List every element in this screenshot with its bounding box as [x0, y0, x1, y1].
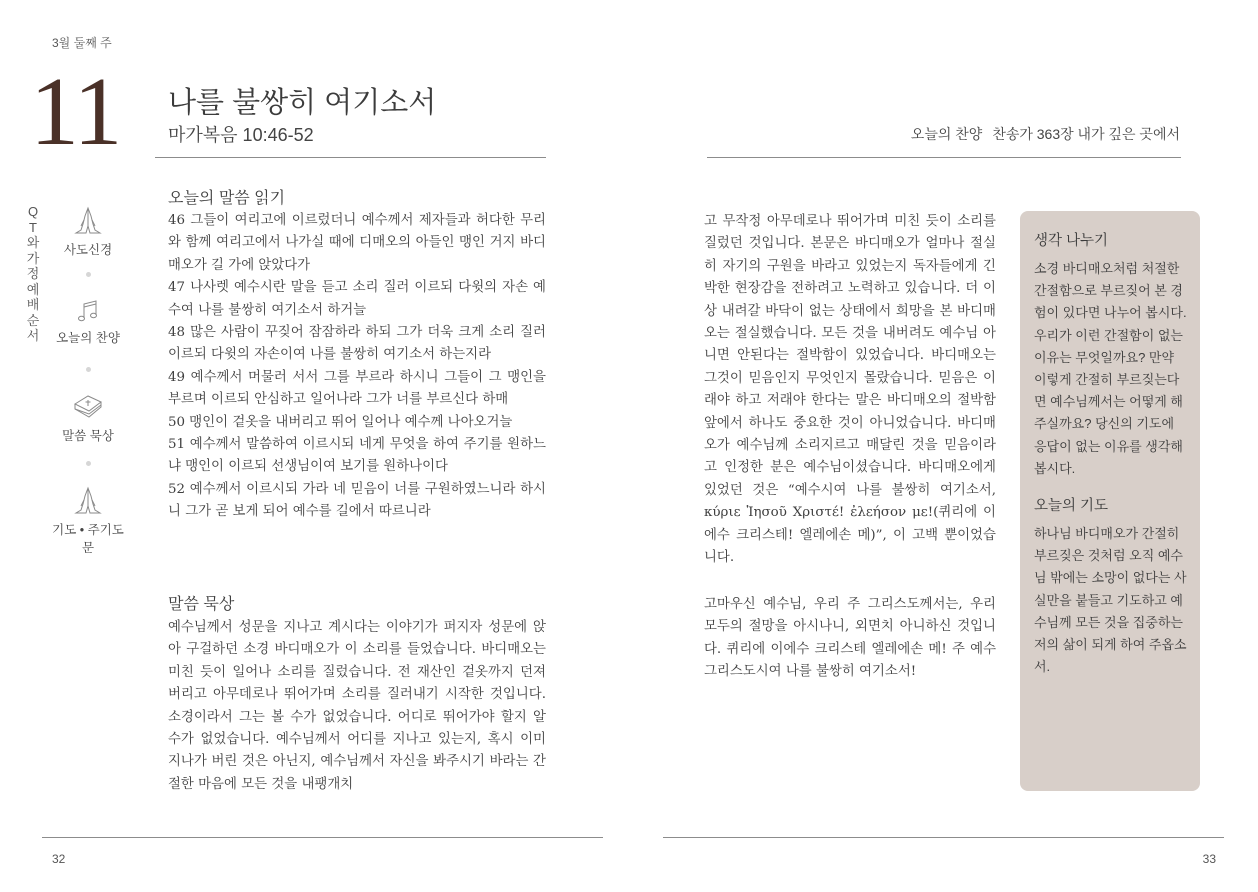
page-title: 나를 불쌍히 여기소서: [168, 87, 437, 119]
meditation-prayer-line: [704, 594, 996, 684]
sidebar-item-label: 오늘의 찬양: [56, 331, 120, 345]
page-number-left: 32: [52, 852, 66, 866]
meditation-text: 고마우신 예수님, 우리 주 그리스도께서는, 우리 모두의 절망을 아시나니, 외면치 아니하신 것입니다. 퀴리에 이에수 크리스테 엘레에손 메! 주 예수 그리스도시여 나를 불쌍히 여기소서!: [704, 597, 996, 680]
sidebar-item-hymn: [48, 298, 128, 346]
hymn-text: 찬송가 363장 내가 깊은 곳에서: [992, 126, 1180, 142]
week-label: 3월 둘째 주: [52, 36, 112, 50]
verse: 49 예수께서 머물러 서서 그를 부르라 하시니 그들이 그 맹인을 부르며 이르되 안심하고 일어나라 그가 너를 부르신다 하매: [168, 369, 546, 408]
verse: 50 맹인이 겉옷을 내버리고 뛰어 일어나 예수께 나아오거늘: [168, 414, 513, 430]
meditation-paragraph-2: [704, 211, 996, 573]
sidebar-dot: [86, 367, 91, 372]
footer-divider-left: [42, 837, 603, 838]
page-number-right: 33: [1202, 852, 1216, 866]
music-note-icon: [48, 298, 128, 324]
hymn-divider: [707, 157, 1181, 158]
prayer-text: 하나님 바디매오가 간절히 부르짖은 것처럼 오직 예수님 밖에는 소망이 없다는 사실만을 붙들고 기도하고 예수님께 모든 것을 집중하는 저의 삶이 되게 하여 주옵소서.: [1034, 526, 1187, 675]
sidebar-item-prayer: [48, 486, 128, 556]
meditation-text: 고 무작정 아무데로나 뛰어가며 미친 듯이 소리를 질렀던 것입니다. 본문은 바디매오가 얼마나 절실히 자기의 구원을 바라고 있었는지 독자들에게 긴박한 현장감을 전하려고 노력하고 있습니다. 더 이상 내려갈 바닥이 없는 상태에서 희망을 본 바디매오는 절실했습니다. 모든 것을 내버려도 예수님 아니면 안된다는 절박함이 있었습니다. 바디매오는 그것이 믿음인지 무엇인지 몰랐습니다. 믿음은 이래야 하고 저래야 한다는 말은 바디매오의 절박함 앞에서 하나도 중요한 것이 아니었습니다. 바디매오가 예수님께 소리지르고 매달린 것을 믿음이라고 인정한 분은 예수님이셨습니다. 바디매오에게 있었던 것은 “예수시여 나를 불쌍히 여기소서, κύριε Ἰησοῦ Χριστέ! ἐλεήσον με!(퀴리에 이에수 크리스테! 엘레에손 메)”, 이 고백 뿐이었습니다.: [704, 214, 996, 566]
share-text: 소경 바디매오처럼 처절한 간절함으로 부르짖어 본 경험이 있다면 나누어 봅시다. 우리가 이런 간절함이 없는 이유는 무엇일까요? 만약 이렇게 간절히 부르짖는다면 예수님께서는 어떻게 해주실까요? 당신의 기도에 응답이 없는 이유를 생각해 봅시다.: [1034, 261, 1187, 476]
verse: 52 예수께서 이르시되 가라 네 믿음이 너를 구원하였느니라 하시니 그가 곧 보게 되어 예수를 길에서 따르니라: [168, 481, 546, 520]
hymn-info: [911, 124, 1180, 144]
meditation-paragraph-1: [168, 617, 546, 797]
bible-icon: [48, 392, 128, 422]
sidebar-item-label: 기도 • 주기도문: [52, 523, 124, 555]
sidebar-item-creed: [48, 206, 128, 258]
prayer-heading: 오늘의 기도: [1034, 498, 1109, 515]
sidebar-item-label: 사도신경: [63, 243, 113, 257]
title-divider: [155, 157, 546, 158]
verse: 47 나사렛 예수시란 말을 듣고 소리 질러 이르되 다윗의 자손 예수여 나를 불쌍히 여기소서 하거늘: [168, 280, 546, 318]
sidebar-dot: [86, 272, 91, 277]
sidebar-dot: [86, 461, 91, 466]
praying-hands-icon: [48, 486, 128, 516]
meditation-text: 예수님께서 성문을 지나고 계시다는 이야기가 퍼지자 성문에 앉아 구걸하던 소경 바디매오가 이 소리를 들었습니다. 바디매오는 미친 듯이 일어나 소리를 질렀습니다. 전 재산인 겉옷까지 던져 버리고 아무데로나 뛰어가며 소리를 질러내기 시작한 것입니다. 소경이라서 그는 볼 수가 없었습니다. 어디로 뛰어가야 할지 알 수가 없었습니다. 예수님께서 어디를 지나고 있는지, 혹시 이미 지나가 버린 것은 아닌지, 예수님께서 자신을 봐주시기 바라는 간절한 마음에 모든 것을 내팽개치: [168, 620, 546, 792]
praying-hands-icon: [48, 206, 128, 236]
verse: 46 그들이 여리고에 이르렀더니 예수께서 제자들과 허다한 무리와 함께 여리고에서 나가실 때에 디매오의 아들인 맹인 거지 바디매오가 길 가에 앉았다가: [168, 213, 546, 273]
day-number: 11: [30, 58, 121, 166]
reading-verses: [168, 210, 546, 524]
hymn-label: 오늘의 찬양: [910, 126, 983, 142]
sidebar-item-meditation: [48, 392, 128, 444]
verse: 51 예수께서 말씀하여 이르시되 네게 무엇을 하여 주기를 원하느냐 맹인이 이르되 선생님이여 보기를 원하나이다: [168, 437, 546, 475]
reading-heading: 오늘의 말씀 읽기: [168, 190, 286, 207]
sidebar-item-label: 말씀 묵상: [62, 429, 114, 443]
share-heading: 생각 나누기: [1034, 233, 1109, 249]
scripture-reference: 마가복음 10:46-52: [168, 125, 314, 145]
share-box: [1020, 211, 1200, 791]
vertical-title: QT와 가정예배 순서: [26, 204, 40, 343]
footer-divider-right: [663, 837, 1224, 838]
meditation-heading: 말씀 묵상: [168, 596, 235, 613]
verse: 48 많은 사람이 꾸짖어 잠잠하라 하되 그가 더욱 크게 소리 질러 이르되 다윗의 자손이여 나를 불쌍히 여기소서 하는지라: [168, 325, 546, 363]
